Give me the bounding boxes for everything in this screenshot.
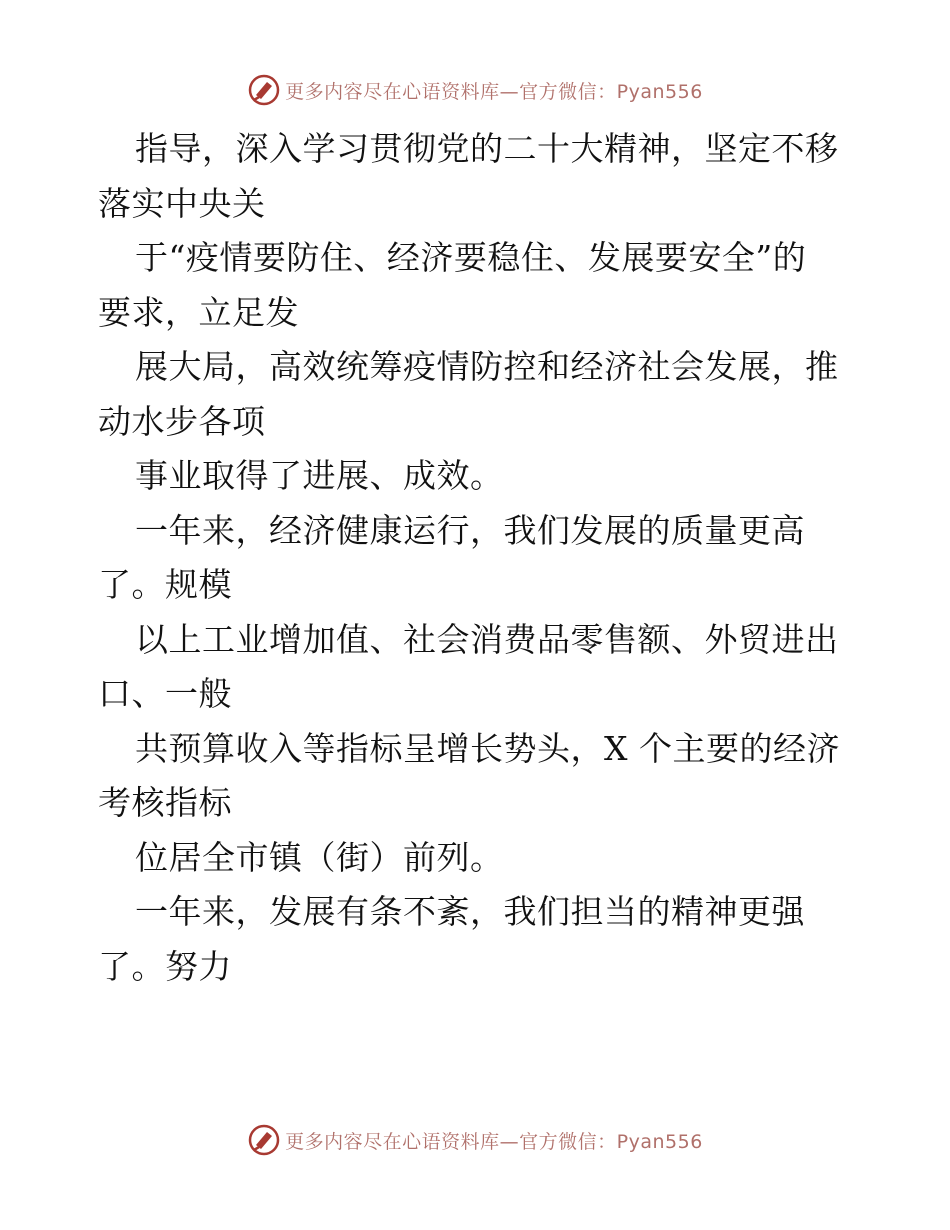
brand-logo-icon bbox=[247, 1123, 281, 1157]
text-line: 要求，立足发 bbox=[98, 292, 299, 332]
header-banner bbox=[0, 68, 950, 112]
text-line: 事业取得了进展、成效。 bbox=[135, 456, 504, 495]
text-line: 动水步各项 bbox=[98, 401, 266, 441]
text-line: 考核指标 bbox=[98, 783, 232, 822]
document-body bbox=[98, 122, 858, 994]
text-line: 一年来，经济健康运行，我们发展的质量更高 bbox=[135, 510, 805, 550]
text-line: 了。规模 bbox=[98, 565, 232, 604]
footer-banner bbox=[0, 1118, 950, 1162]
text-line: 一年来，发展有条不紊，我们担当的精神更强 bbox=[135, 892, 805, 931]
header-banner-text: 更多内容尽在心语资料库—官方微信：Pyan556 bbox=[285, 80, 703, 103]
text-line: 落实中央关 bbox=[98, 183, 266, 223]
text-line: 了。努力 bbox=[98, 946, 232, 986]
text-line: 指导，深入学习贯彻党的二十大精神，坚定不移 bbox=[135, 129, 839, 168]
text-line: 口、一般 bbox=[98, 674, 232, 713]
text-line: 展大局，高效统筹疫情防控和经济社会发展，推 bbox=[135, 347, 839, 386]
text-line: 共预算收入等指标呈增长势头，X 个主要的经济 bbox=[135, 728, 840, 768]
text-line: 以上工业增加值、社会消费品零售额、外贸进出 bbox=[135, 619, 839, 659]
brand-logo-icon bbox=[247, 73, 281, 107]
text-line: 位居全市镇（街）前列。 bbox=[135, 837, 504, 877]
footer-banner-text: 更多内容尽在心语资料库—官方微信：Pyan556 bbox=[285, 1130, 703, 1153]
text-line: 于“疫情要防住、经济要稳住、发展要安全”的 bbox=[135, 238, 807, 277]
